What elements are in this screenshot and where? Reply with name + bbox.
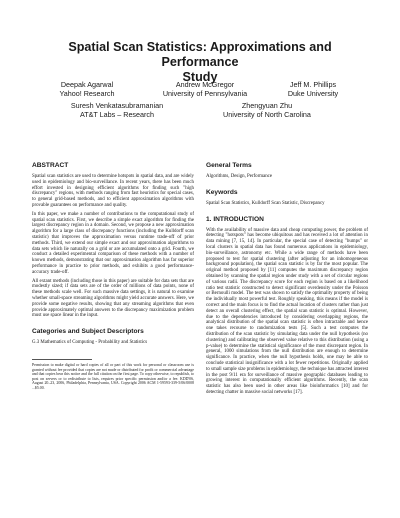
- general-terms-heading: General Terms: [206, 162, 252, 169]
- right-column: [206, 162, 368, 399]
- abstract-paragraph-2: In this paper, we make a number of contributions to the computational study of spatial scan statistics. First, we describe a simple exact algorithm for finding the largest discrepancy region in a domain. Second, we propose a new approximation algorithm for a large class of discrepancy functions (including the Kulldorff scan statistic) that improves the approximation versus runtime trade-off of prior methods. Third, we extend our simple exact and our approximation algorithms to data sets which lie naturally on a grid or are accumulated onto a grid. Fourth, we conduct a detailed experimental comparison of these methods with a number of known methods, demonstrating that our approximation algorithm has far superior performance in practice to prior methods, and exhibits a good performance-accuracy trade-off.: [32, 211, 194, 275]
- author-affiliation: University of Pennsylvania: [162, 88, 248, 98]
- author-affiliation: AT&T Labs – Research: [79, 109, 155, 119]
- author-2: [150, 81, 260, 98]
- categories-heading: Categories and Subject Descriptors: [32, 328, 144, 336]
- title-line-1: Spatial Scan Statistics: Approximations and Performance: [68, 40, 332, 69]
- author-3: [258, 81, 368, 98]
- copyright-footnote: Permission to make digital or hard copies of all or part of this work for personal or classroom use is granted without fee provided that copies are not made or distributed for profit or commercial advantage and that copies bear this notice and the full citation on the first page. To copy otherwise, to republish, to post on servers or to redistribute to lists, requires prior specific permission and/or a fee. KDD'06, August 20–23, 2006, Philadelphia, Pennsylvania, USA. Copyright 2006 ACM 1-59593-339-5/06/0008 ...$5.00.: [32, 362, 194, 390]
- body-columns: [32, 162, 368, 494]
- general-terms-text: Algorithms, Design, Performance: [206, 174, 273, 179]
- author-name: Zhengyuan Zhu: [241, 101, 293, 110]
- footnote-divider: [32, 359, 92, 360]
- introduction-heading: 1. INTRODUCTION: [206, 215, 264, 223]
- keywords-text: Spatial Scan Statistics, Kulldorff Scan Statistic, Discrepancy: [206, 200, 325, 206]
- author-5: [202, 102, 332, 119]
- title-line-2: Study: [182, 70, 218, 84]
- keywords-heading: Keywords: [206, 188, 238, 196]
- author-affiliation: University of North Carolina: [223, 109, 311, 119]
- author-affiliation: Duke University: [287, 88, 339, 98]
- author-4: [52, 102, 182, 119]
- abstract-paragraph-1: Spatial scan statistics are used to determine hotspots in spatial data, and are widely used in epidemiology and bio-surveillance. In recent years, there has been much effort invested in designing efficient algorithms for finding such "high discrepancy" regions, with methods ranging from fast heuristics for special cases, to general grid-based methods, and to efficient approximation algorithms with provable guarantees on performance and quality.: [32, 174, 194, 208]
- categories-text: G.3 Mathematics of Computing - Probability and Statistics: [32, 340, 148, 346]
- author-name: Andrew McGregor: [175, 80, 235, 89]
- author-1: [32, 81, 142, 98]
- paper-title: [32, 40, 368, 85]
- author-name: Jeff M. Phillips: [289, 80, 337, 89]
- introduction-paragraph-1: With the availability of massive data and cheap computing power, the problem of detecting "hotspots" has become ubiquitous and has received a lot of attention in data mining [7, 15, 14]. In particular, the special case of detecting "bumps" or local clusters in spatial data has found numerous applications in epidemiology, bio-surveillance, astronomy etc. While a wide range of methods have been proposed to test for spatial clustering (after adjusting for an inhomogeneous background population), the spatial scan statistic is by far the most popular. The original method proposed by [11] computes the maximum discrepancy region obtained by scanning the spatial region under study with a set of circular regions of various radii. The discrepancy score for each region is based on a likelihood ratio test statistic constructed to detect significant overdensity under the Poisson or Bernoulli model. The test was shown to satisfy the optimality property of being the individually most powerful test. Roughly speaking, this means if the model is correct and the main focus is to find the actual location of clusters rather than just detect an overall clustering effect, the spatial scan statistic is optimal. However, due to the dependencies introduced by considering overlapping regions, the analytical distribution of the spatial scan statistic is often intractable and hence one takes recourse to randomization tests [5]. Such a test computes the distribution of the scan statistic by simulating data under the null hypothesis (no clustering) and calibrating the observed value relative to this distribution (using a p-value) to determine the statistical significance of the most discrepant region. In general, 1000 simulations from the null distribution are enough to determine significance. In practice, when the null hypothesis holds, one may be able to conclude statistical insignificance with a lot fewer repetitions. Originally applied to small sample size problems in epidemiology, the technique has attracted interest in the post 9/11 era for surveillance of massive geographic databases leading to growing interest in computationally efficient algorithms. Recently, the scan statistic has also been used in other areas like bioinformatics [10] and for detecting chatter in massive social networks [17].: [206, 227, 368, 395]
- abstract-heading: ABSTRACT: [32, 162, 69, 169]
- author-name: Suresh Venkatasubramanian: [70, 101, 164, 110]
- author-affiliation: Yahoo! Research: [59, 88, 115, 98]
- left-column: [32, 162, 194, 390]
- abstract-paragraph-3: All extant methods (including those in this paper) are suitable for data sets that are modestly sized; if data sets are of the order of millions of data points, none of these methods scale well. For such massive data settings, it is natural to examine whether small-space streaming algorithms might yield accurate answers. Here, we provide some negative results, showing that any streaming algorithms that even provide approximately optimal answers to the discrepancy maximization problem must use space linear in the input.: [32, 278, 194, 319]
- author-name: Deepak Agarwal: [60, 80, 114, 89]
